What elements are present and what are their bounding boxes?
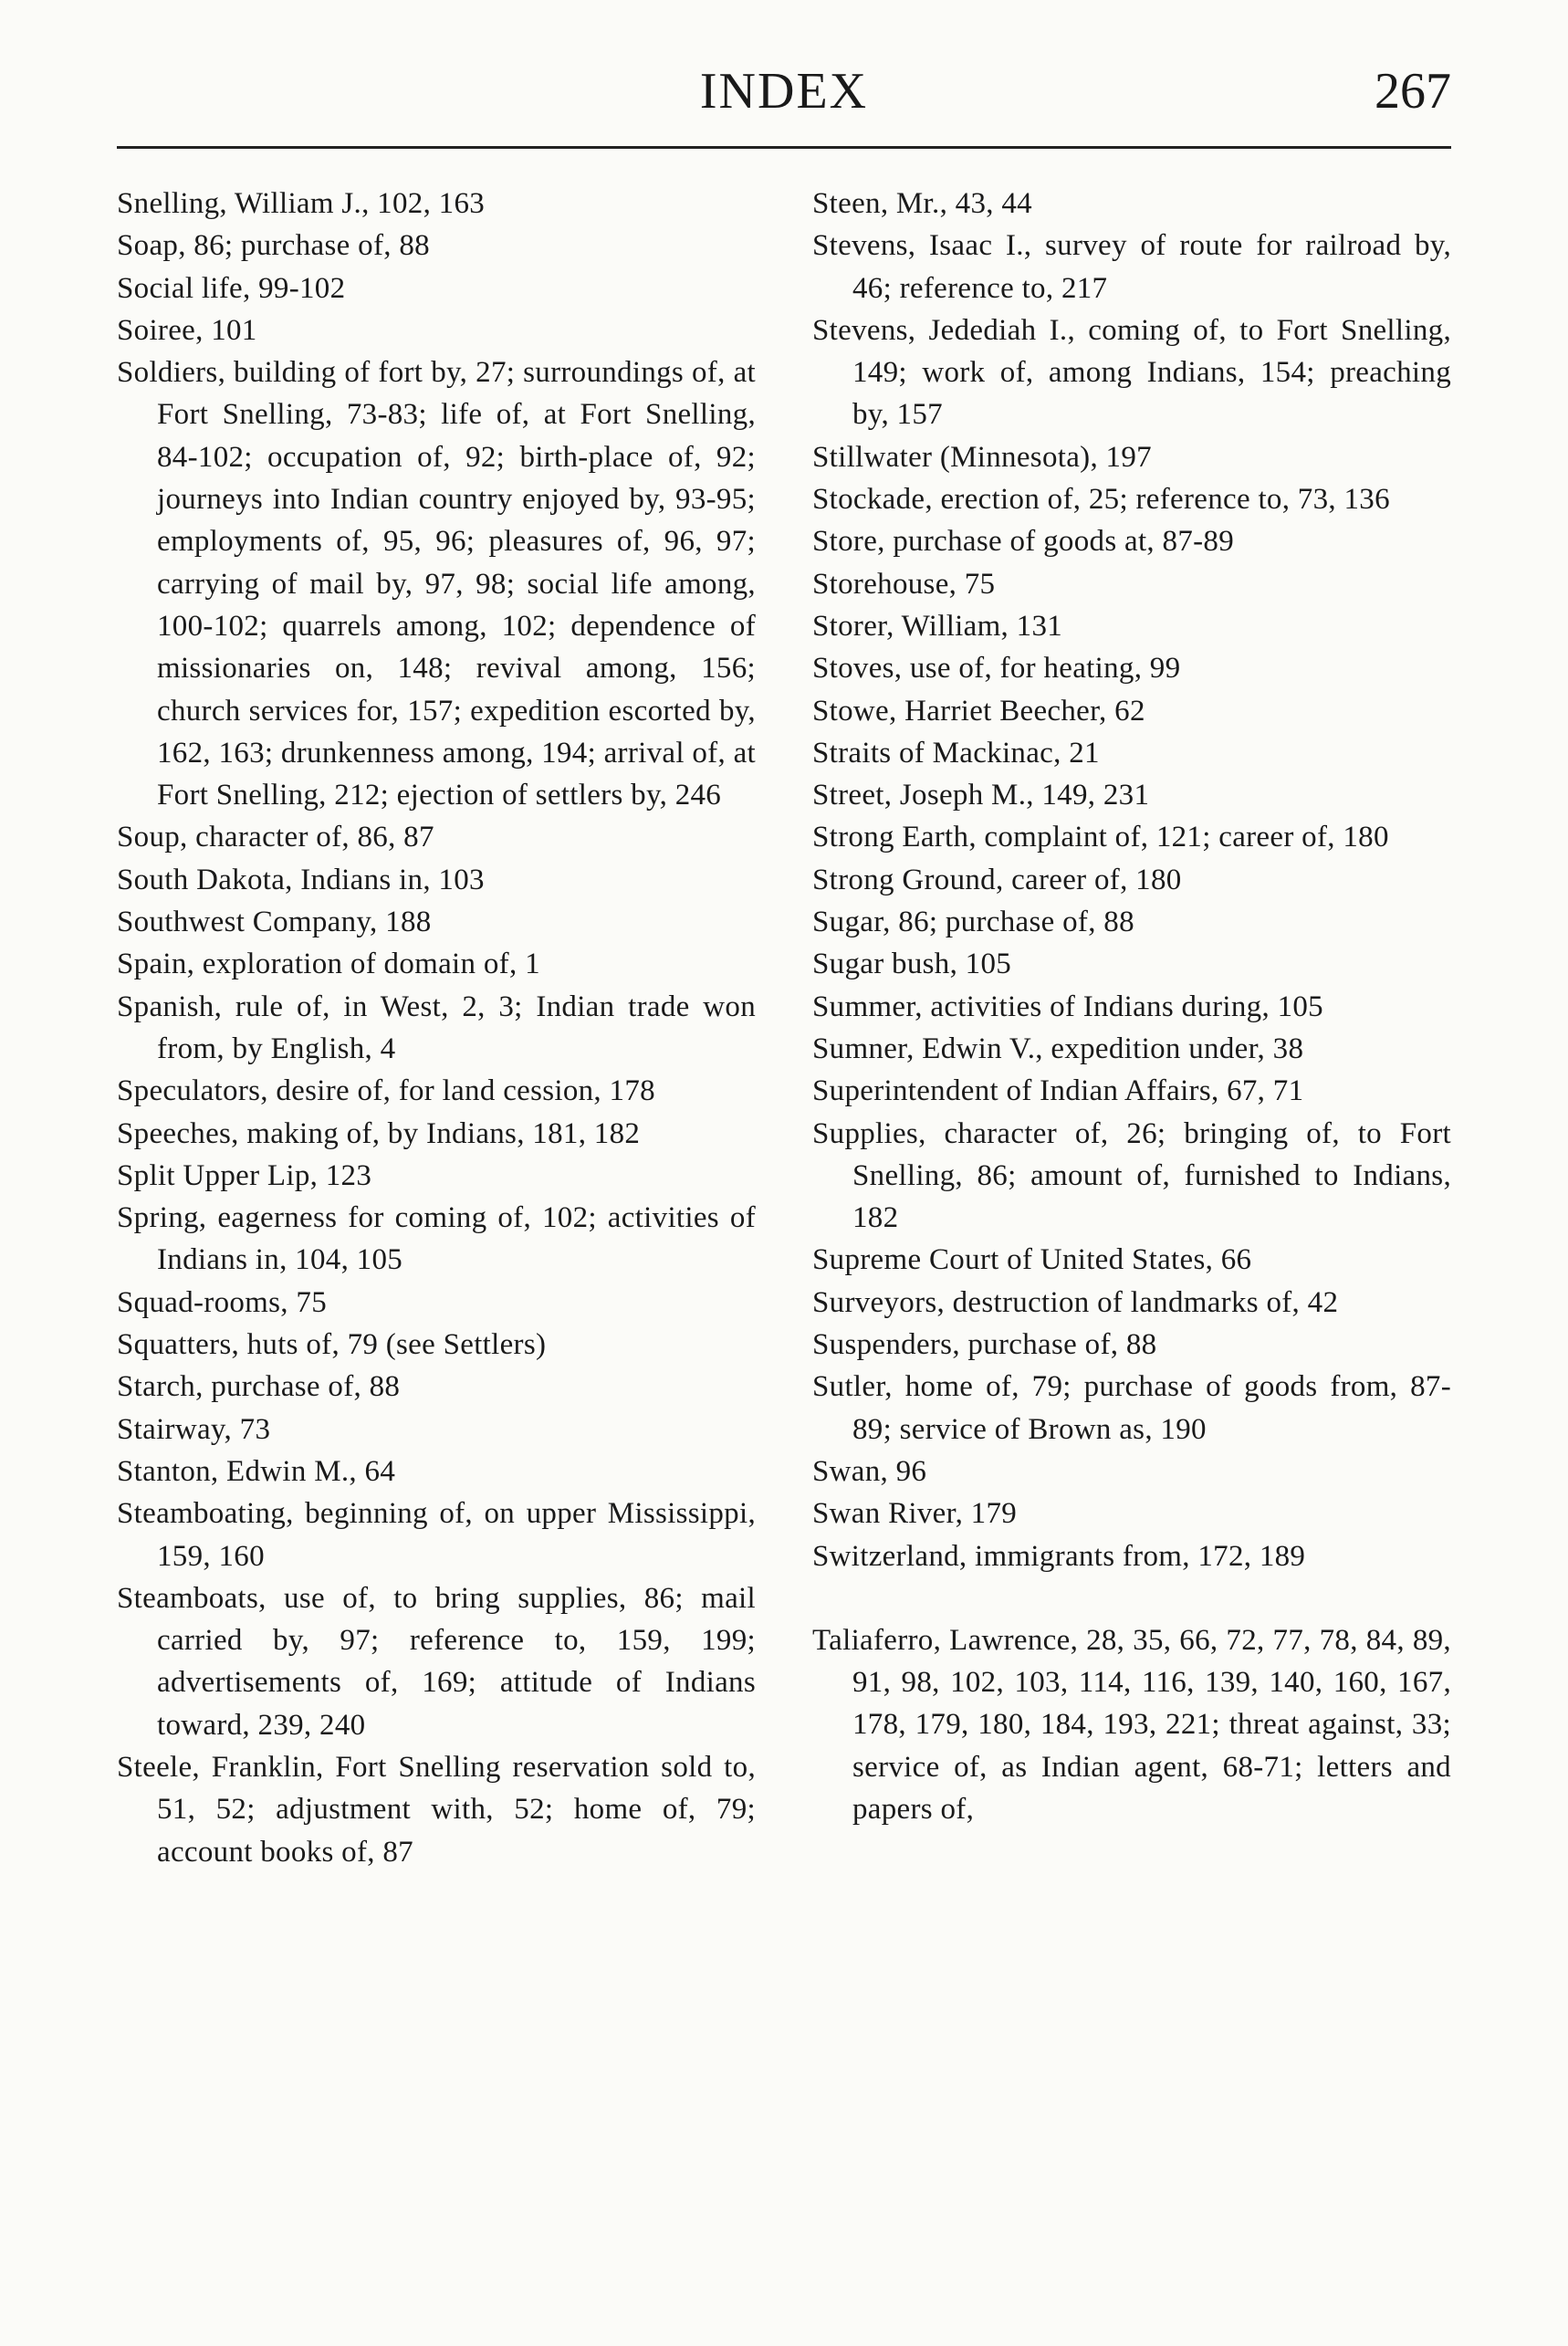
index-entry: Spanish, rule of, in West, 2, 3; Indian trade won from, by English, 4 xyxy=(117,990,756,1065)
index-column-left xyxy=(117,183,756,1873)
index-entry: Stanton, Edwin M., 64 xyxy=(117,1454,396,1488)
index-column-right xyxy=(812,183,1451,1830)
index-entry: Store, purchase of goods at, 87-89 xyxy=(812,525,1235,559)
index-entry: Switzerland, immigrants from, 172, 189 xyxy=(812,1539,1306,1573)
page-header xyxy=(117,55,1451,155)
index-entry: Starch, purchase of, 88 xyxy=(117,1370,401,1404)
index-entry: Swan River, 179 xyxy=(812,1497,1018,1531)
index-entry: Sutler, home of, 79; purchase of goods from, 87-89; service of Brown as, 190 xyxy=(812,1370,1451,1446)
index-entry: Superintendent of Indian Affairs, 67, 71 xyxy=(812,1074,1304,1108)
index-entry: Southwest Company, 188 xyxy=(117,906,432,939)
index-entry: Swan, 96 xyxy=(812,1454,927,1488)
index-entry: Suspenders, purchase of, 88 xyxy=(812,1328,1157,1362)
index-entry: Spain, exploration of domain of, 1 xyxy=(117,948,540,981)
index-entry: Supplies, character of, 26; bringing of, to Fort Snelling, 86; amount of, furnished to Indians, 182 xyxy=(812,1116,1451,1235)
index-entry: Street, Joseph M., 149, 231 xyxy=(812,779,1150,812)
index-entry: Soiree, 101 xyxy=(117,313,257,347)
index-entry: Split Upper Lip, 123 xyxy=(117,1158,372,1192)
index-entry: Speeches, making of, by Indians, 181, 182 xyxy=(117,1116,641,1150)
page-number: 267 xyxy=(1375,63,1451,120)
index-entry: Soup, character of, 86, 87 xyxy=(117,821,434,854)
header-rule xyxy=(117,146,1451,149)
index-entry: Straits of Mackinac, 21 xyxy=(812,736,1100,770)
index-entry: Social life, 99-102 xyxy=(117,271,346,305)
index-entry: Steen, Mr., 43, 44 xyxy=(812,187,1032,220)
index-entry: Steamboating, beginning of, on upper Mississippi, 159, 160 xyxy=(117,1497,756,1573)
index-entry: Strong Ground, career of, 180 xyxy=(812,863,1182,896)
index-entry: Summer, activities of Indians during, 105 xyxy=(812,990,1323,1023)
index-entry: Stockade, erection of, 25; reference to, 73, 136 xyxy=(812,483,1390,517)
index-entry: Soldiers, building of fort by, 27; surroundings of, at Fort Snelling, 73-83; life of, at Fort Snelling, 84-102; occupation of, 92; birth-place of, 92; journeys into Indian country enjoyed by, 93-95; employments of, 95, 96; pleasures of, 96, 97; carrying of mail by, 97, 98; social life among, 100-102; quarrels among, 102; dependence of missionaries on, 148; revival among, 156; church services for, 157; expedition escorted by, 162, 163; drunkenness among, 194; arrival of, at Fort Snelling, 212; ejection of settlers by, 246 xyxy=(117,356,756,812)
index-entry: Squad-rooms, 75 xyxy=(117,1285,327,1319)
index-entry: Spring, eagerness for coming of, 102; activities of Indians in, 104, 105 xyxy=(117,1201,756,1277)
page-title: INDEX xyxy=(699,63,869,120)
index-entry: Squatters, huts of, 79 (see Settlers) xyxy=(117,1328,547,1362)
index-entry: Storer, William, 131 xyxy=(812,609,1063,643)
index-entry: Surveyors, destruction of landmarks of, 42 xyxy=(812,1285,1339,1319)
index-entry: Sumner, Edwin V., expedition under, 38 xyxy=(812,1032,1304,1065)
index-entry: Supreme Court of United States, 66 xyxy=(812,1243,1252,1277)
index-entry: Speculators, desire of, for land cession, 178 xyxy=(117,1074,655,1108)
index-entry: Stoves, use of, for heating, 99 xyxy=(812,652,1181,686)
index-entry: South Dakota, Indians in, 103 xyxy=(117,863,485,896)
index-entry: Stillwater (Minnesota), 197 xyxy=(812,440,1152,474)
index-entry: Steamboats, use of, to bring supplies, 86; mail carried by, 97; reference to, 159, 199; advertisements of, 169; attitude of Indians toward, 239, 240 xyxy=(117,1581,756,1742)
index-entry: Stairway, 73 xyxy=(117,1412,271,1446)
index-entry: Taliaferro, Lawrence, 28, 35, 66, 72, 77, 78, 84, 89, 91, 98, 102, 103, 114, 116, 139, 140, 160, 167, 178, 179, 180, 184, 193, 221; threat against, 33; service of, as Indian agent, 68-71; letters and papers of, xyxy=(812,1623,1451,1826)
index-entry: Sugar bush, 105 xyxy=(812,948,1012,981)
index-entry: Sugar, 86; purchase of, 88 xyxy=(812,906,1134,939)
index-entry: Strong Earth, complaint of, 121; career of, 180 xyxy=(812,821,1389,854)
index-entry: Storehouse, 75 xyxy=(812,567,996,601)
index-entry: Soap, 86; purchase of, 88 xyxy=(117,229,430,263)
index-entry: Stowe, Harriet Beecher, 62 xyxy=(812,694,1145,728)
index-entry: Steele, Franklin, Fort Snelling reservation sold to, 51, 52; adjustment with, 52; home of, 79; account books of, 87 xyxy=(117,1750,756,1869)
index-entry: Stevens, Jedediah I., coming of, to Fort Snelling, 149; work of, among Indians, 154; preaching by, 157 xyxy=(812,313,1451,432)
index-entry: Stevens, Isaac I., survey of route for railroad by, 46; reference to, 217 xyxy=(812,229,1451,305)
index-entry: Snelling, William J., 102, 163 xyxy=(117,187,486,220)
